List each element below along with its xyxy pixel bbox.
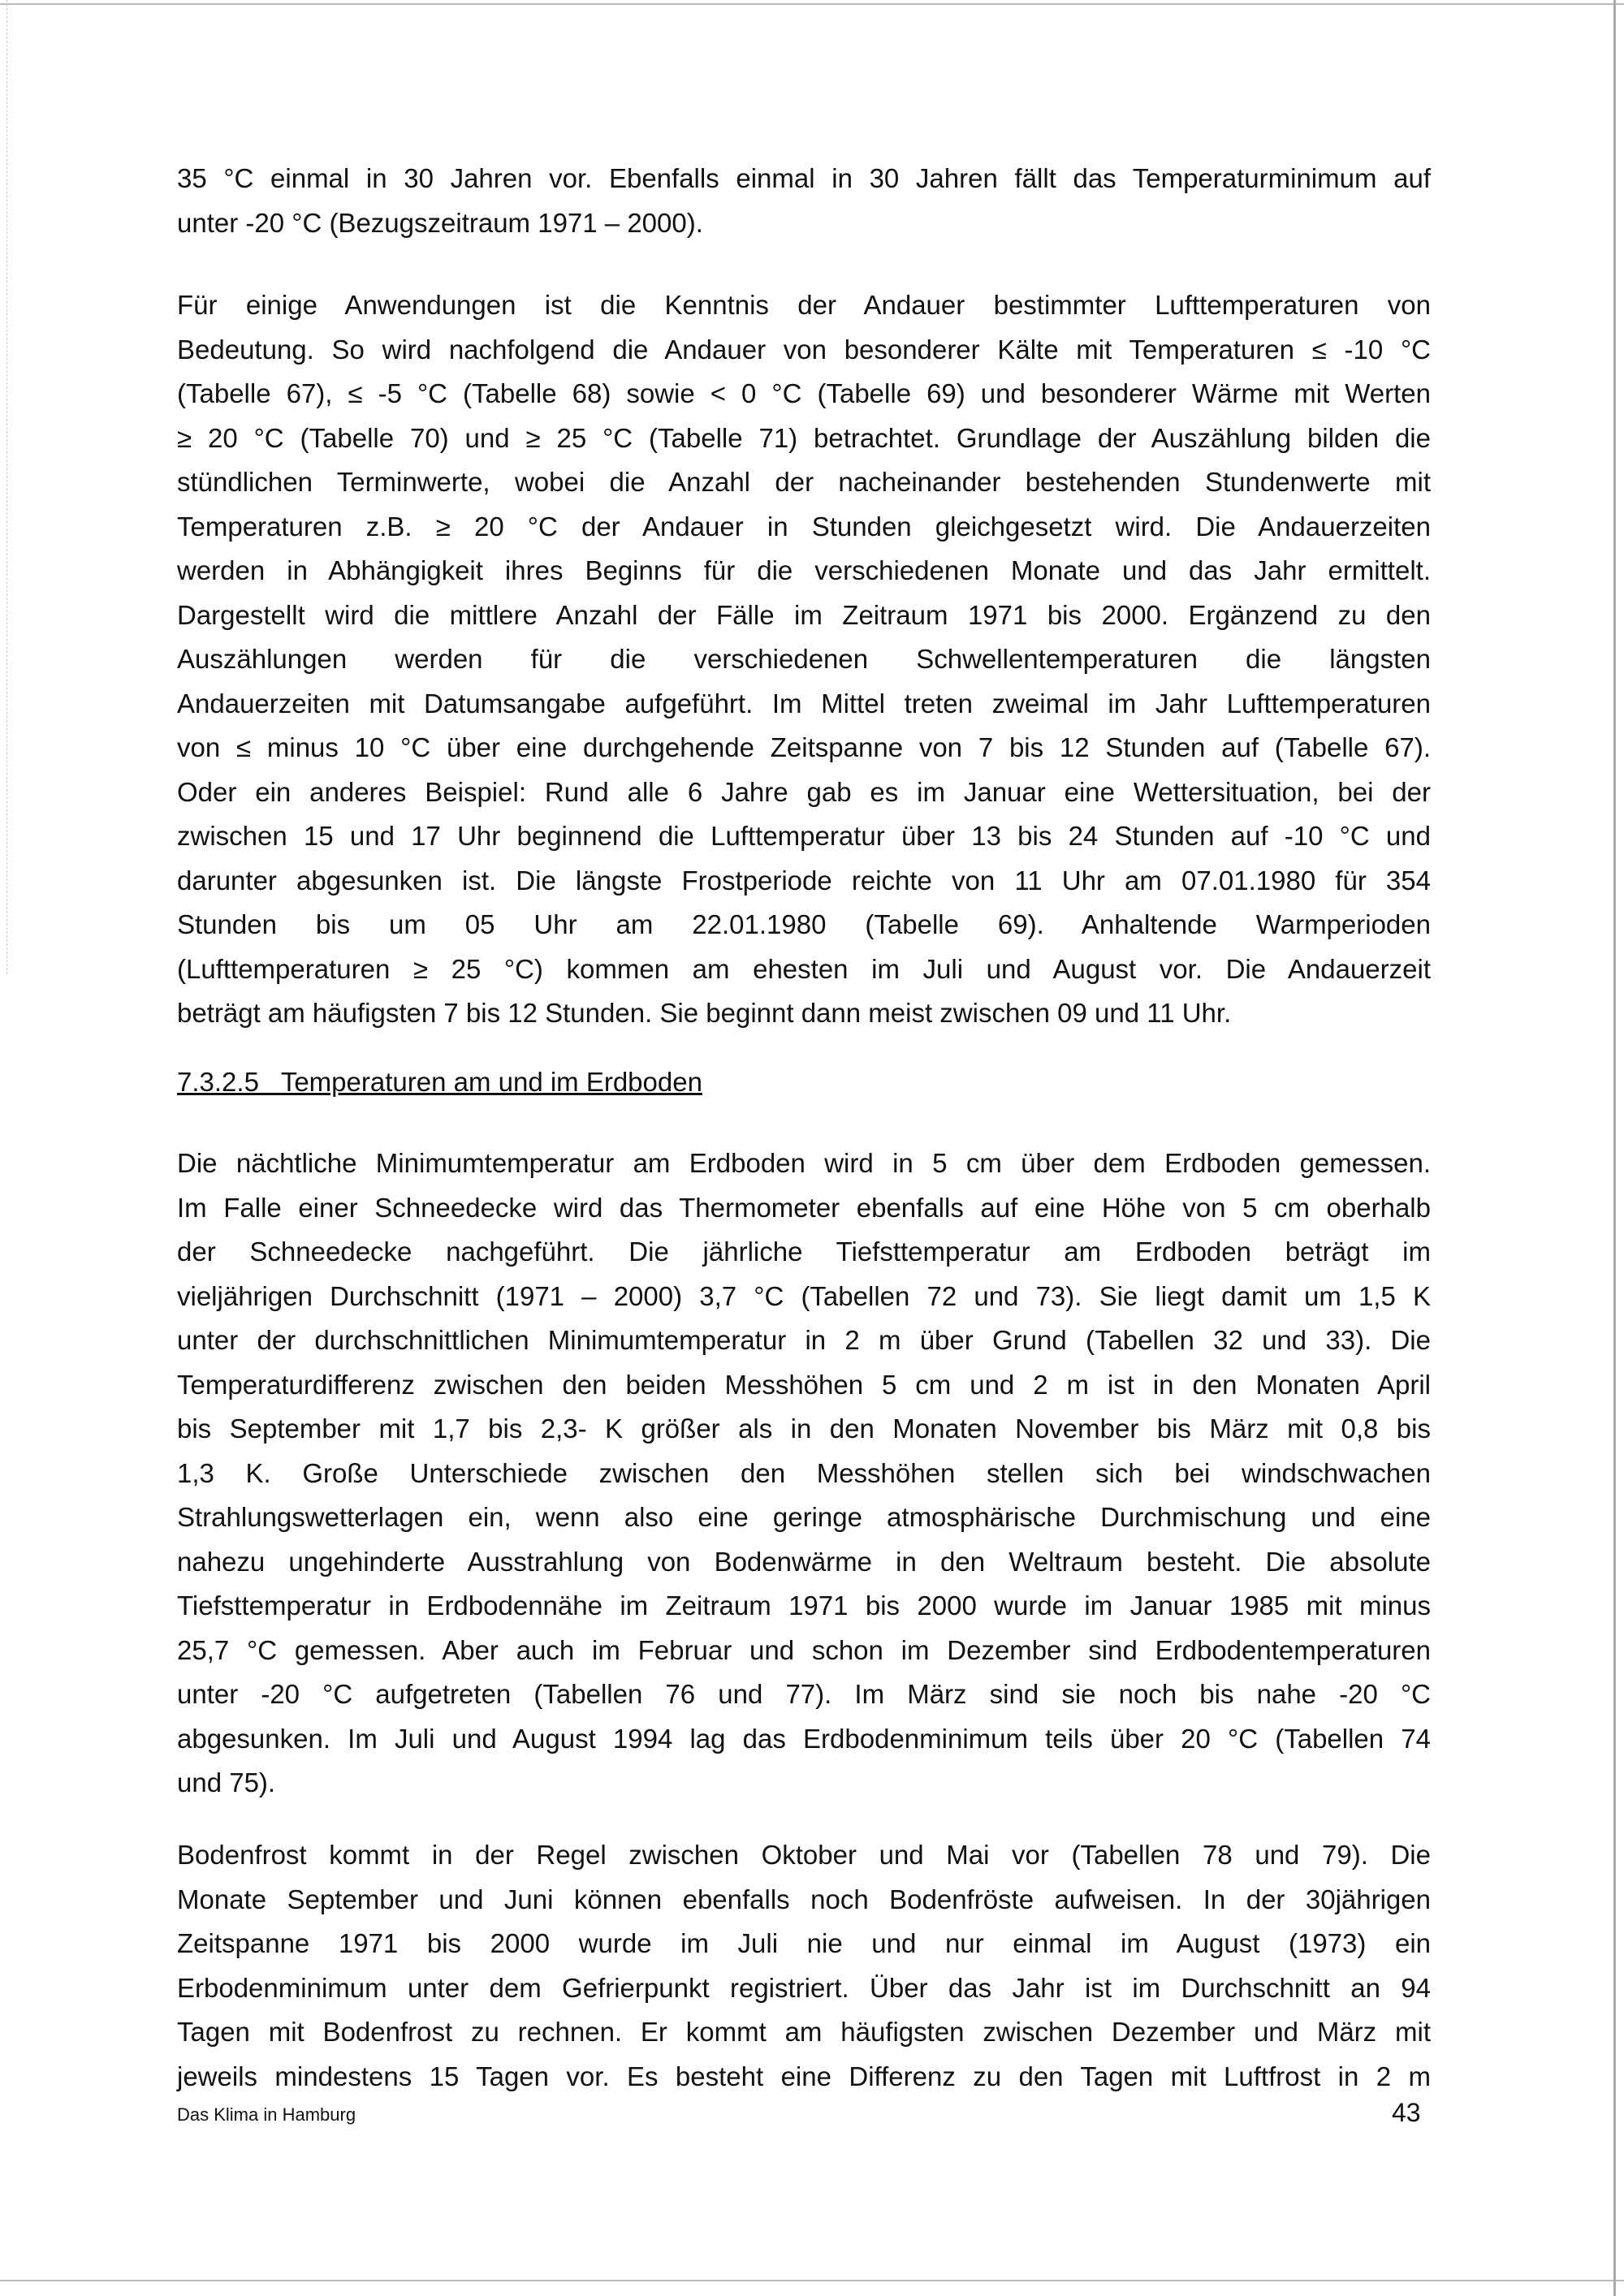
text-line: und 75).	[177, 1767, 276, 1798]
text-line: 35 °C einmal in 30 Jahren vor. Ebenfalls einmal in 30 Jahren fällt das Temperaturminimum auf	[177, 163, 1431, 193]
text-line: abgesunken. Im Juli und August 1994 lag das Erdbodenminimum teils über 20 °C (Tabellen 74	[177, 1723, 1431, 1754]
text-line: unter der durchschnittlichen Minimumtemperatur in 2 m über Grund (Tabellen 32 und 33). Die	[177, 1325, 1431, 1355]
text-line: Andauerzeiten mit Datumsangabe aufgeführt. Im Mittel treten zweimal im Jahr Lufttemperaturen	[177, 688, 1431, 719]
text-line: jeweils mindestens 15 Tagen vor. Es besteht eine Differenz zu den Tagen mit Luftfrost in 2 m	[177, 2061, 1431, 2091]
page-number: 43	[1392, 2098, 1421, 2127]
text-line: (Tabelle 67), ≤ -5 °C (Tabelle 68) sowie < 0 °C (Tabelle 69) und besonderer Wärme mit Werten	[177, 378, 1431, 408]
text-line: 1,3 K. Große Unterschiede zwischen den Messhöhen stellen sich bei windschwachen	[177, 1457, 1431, 1488]
text-line: Tagen mit Bodenfrost zu rechnen. Er kommt am häufigsten zwischen Dezember und März mit	[177, 2017, 1431, 2047]
text-line: Stunden bis um 05 Uhr am 22.01.1980 (Tabelle 69). Anhaltende Warmperioden	[177, 909, 1431, 939]
text-line: Oder ein anderes Beispiel: Rund alle 6 Jahre gab es im Januar eine Wettersituation, bei der	[177, 776, 1431, 807]
scan-edge-right	[1613, 0, 1616, 2296]
paragraph-3	[177, 1142, 1431, 1806]
text-line: Dargestellt wird die mittlere Anzahl der Fälle im Zeitraum 1971 bis 2000. Ergänzend zu den	[177, 599, 1431, 630]
text-line: Strahlungswetterlagen ein, wenn also eine geringe atmosphärische Durchmischung und eine	[177, 1502, 1431, 1532]
text-line: 25,7 °C gemessen. Aber auch im Februar und schon im Dezember sind Erdbodentemperaturen	[177, 1634, 1431, 1665]
text-line: zwischen 15 und 17 Uhr beginnend die Lufttemperatur über 13 bis 24 Stunden auf -10 °C und	[177, 821, 1431, 851]
text-line: Temperaturdifferenz zwischen den beiden Messhöhen 5 cm und 2 m ist in den Monaten April	[177, 1369, 1431, 1400]
scan-edge-left	[6, 0, 7, 974]
text-line: Auszählungen werden für die verschiedenen Schwellentemperaturen die längsten	[177, 644, 1431, 674]
text-line: Für einige Anwendungen ist die Kenntnis der Andauer bestimmter Lufttemperaturen von	[177, 290, 1431, 320]
scan-edge-bottom	[0, 2280, 1624, 2281]
text-line: Zeitspanne 1971 bis 2000 wurde im Juli nie und nur einmal im August (1973) ein	[177, 1928, 1431, 1958]
text-line: darunter abgesunken ist. Die längste Frostperiode reichte von 11 Uhr am 07.01.1980 für 354	[177, 865, 1431, 896]
section-heading: 7.3.2.5 Temperaturen am und im Erdboden	[177, 1067, 702, 1097]
text-line: werden in Abhängigkeit ihres Beginns für die verschiedenen Monate und das Jahr ermittelt.	[177, 555, 1431, 585]
scan-edge-top	[0, 3, 1624, 5]
text-line: Temperaturen z.B. ≥ 20 °C der Andauer in Stunden gleichgesetzt wird. Die Andauerzeiten	[177, 511, 1431, 542]
footer-title: Das Klima in Hamburg	[177, 2104, 356, 2125]
text-line: vieljährigen Durchschnitt (1971 – 2000) 3,7 °C (Tabellen 72 und 73). Sie liegt damit um 1,5 K	[177, 1280, 1431, 1311]
text-line: Monate September und Juni können ebenfalls noch Bodenfröste aufweisen. In der 30jährigen	[177, 1884, 1431, 1914]
text-line: von ≤ minus 10 °C über eine durchgehende Zeitspanne von 7 bis 12 Stunden auf (Tabelle 67).	[177, 732, 1431, 762]
text-line: bis September mit 1,7 bis 2,3- K größer als in den Monaten November bis März mit 0,8 bis	[177, 1413, 1431, 1444]
paragraph-2	[177, 283, 1431, 1036]
text-line: (Lufttemperaturen ≥ 25 °C) kommen am ehesten im Juli und August vor. Die Andauerzeit	[177, 953, 1431, 984]
paragraph-4	[177, 1833, 1431, 2099]
text-line: beträgt am häufigsten 7 bis 12 Stunden. Sie beginnt dann meist zwischen 09 und 11 Uhr.	[177, 998, 1232, 1028]
text-line: Im Falle einer Schneedecke wird das Thermometer ebenfalls auf eine Höhe von 5 cm oberhalb	[177, 1192, 1431, 1223]
text-line: nahezu ungehinderte Ausstrahlung von Bodenwärme in den Weltraum besteht. Die absolute	[177, 1546, 1431, 1577]
text-line: Bedeutung. So wird nachfolgend die Andauer von besonderer Kälte mit Temperaturen ≤ -10 °C	[177, 334, 1431, 365]
text-line: der Schneedecke nachgeführt. Die jährliche Tiefsttemperatur am Erdboden beträgt im	[177, 1236, 1431, 1267]
text-line: ≥ 20 °C (Tabelle 70) und ≥ 25 °C (Tabelle 71) betrachtet. Grundlage der Auszählung bilden die	[177, 422, 1431, 453]
text-line: Tiefsttemperatur in Erdbodennähe im Zeitraum 1971 bis 2000 wurde im Januar 1985 mit minus	[177, 1590, 1431, 1621]
text-line: Bodenfrost kommt in der Regel zwischen Oktober und Mai vor (Tabellen 78 und 79). Die	[177, 1840, 1431, 1870]
paragraph-1	[177, 157, 1431, 245]
text-line: unter -20 °C aufgetreten (Tabellen 76 und 77). Im März sind sie noch bis nahe -20 °C	[177, 1679, 1431, 1709]
text-line: Erbodenminimum unter dem Gefrierpunkt registriert. Über das Jahr ist im Durchschnitt an 94	[177, 1972, 1431, 2003]
text-line: stündlichen Terminwerte, wobei die Anzahl der nacheinander bestehenden Stundenwerte mit	[177, 467, 1431, 497]
text-line: unter -20 °C (Bezugszeitraum 1971 – 2000).	[177, 207, 703, 238]
text-line: Die nächtliche Minimumtemperatur am Erdboden wird in 5 cm über dem Erdboden gemessen.	[177, 1148, 1431, 1178]
